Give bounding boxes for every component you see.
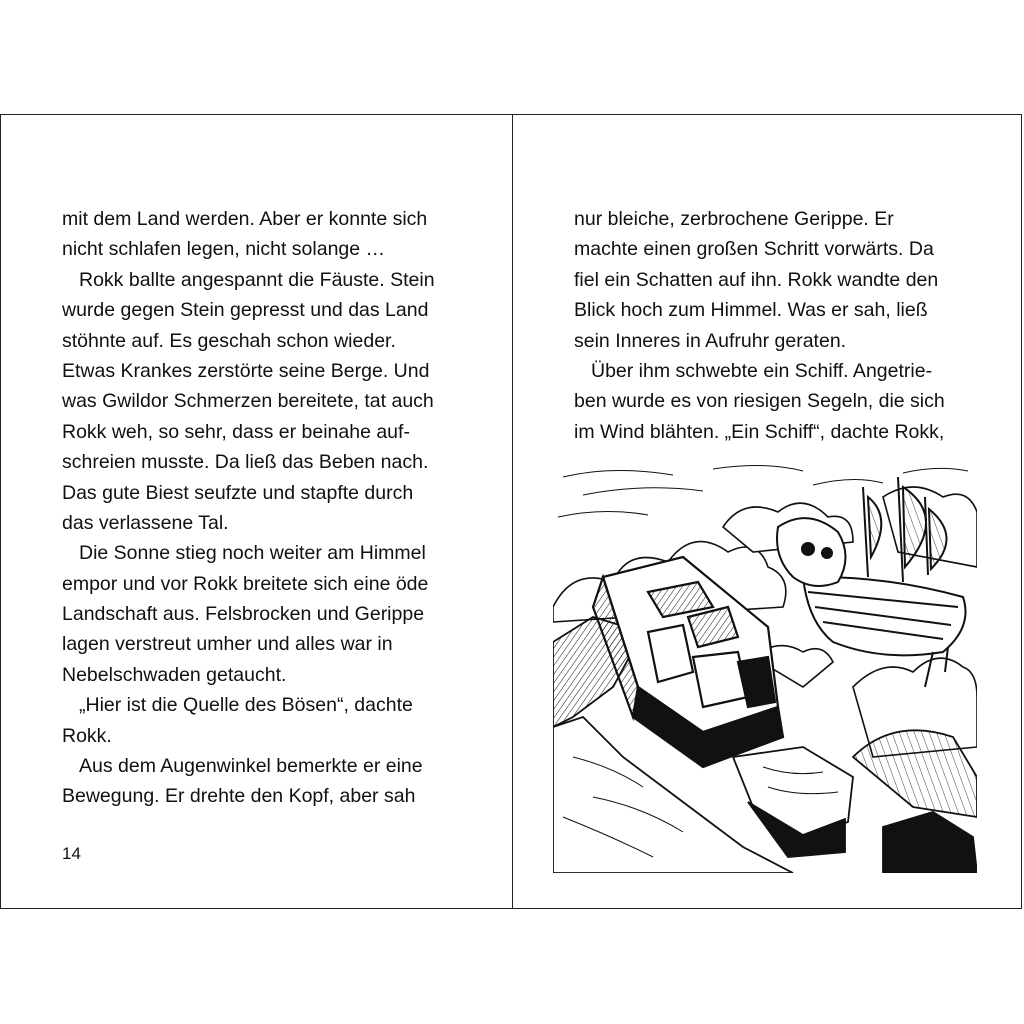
text-line: nur bleiche, zerbrochene Gerippe. Er: [574, 208, 894, 230]
text-line: fiel ein Schatten auf ihn. Rokk wandte den: [574, 268, 939, 291]
text-line: Rokk ballte angespannt die Fäuste. Stein: [79, 268, 435, 291]
illustration-flying-ship-rock-beast: [553, 457, 977, 873]
text-line: das verlassene Tal.: [62, 511, 229, 534]
text-line: schreien musste. Da ließ das Beben nach.: [62, 451, 429, 474]
text-line: Die Sonne stieg noch weiter am Himmel: [79, 542, 426, 565]
text-line: Nebelschwaden getaucht.: [62, 663, 287, 686]
text-line: Aus dem Augenwinkel bemerkte er eine: [79, 755, 423, 778]
book-spread: [0, 114, 1022, 909]
text-line: empor und vor Rokk breitete sich eine öde: [62, 572, 429, 595]
text-line: stöhnte auf. Es geschah schon wieder.: [62, 329, 396, 352]
page-number: 14: [62, 844, 81, 863]
text-line: Rokk.: [62, 724, 112, 747]
text-line: wurde gegen Stein gepresst und das Land: [62, 299, 429, 322]
text-line: Landschaft aus. Felsbrocken und Gerippe: [62, 603, 425, 626]
text-line: sein Inneres in Aufruhr geraten.: [574, 329, 847, 352]
text-line: Blick hoch zum Himmel. Was er sah, ließ: [574, 299, 928, 322]
text-line: Das gute Biest seufzte und stapfte durch: [62, 481, 414, 504]
right-page: [513, 115, 1023, 908]
text-line: nicht schlafen legen, nicht solange …: [62, 238, 386, 261]
text-line: Über ihm schwebte ein Schiff. Angetrie-: [591, 359, 933, 382]
illustration-drawing: [553, 457, 977, 873]
text-line: Bewegung. Er drehte den Kopf, aber sah: [62, 785, 416, 808]
text-line: ben wurde es von riesigen Segeln, die sich: [574, 390, 945, 413]
text-line: Rokk weh, so sehr, dass er beinahe auf-: [62, 420, 410, 443]
text-line: lagen verstreut umher und alles war in: [62, 633, 393, 656]
text-line: was Gwildor Schmerzen bereitete, tat auch: [62, 390, 434, 413]
left-page: [1, 115, 512, 908]
text-line: „Hier ist die Quelle des Bösen“, dachte: [79, 694, 413, 717]
text-line: machte einen großen Schritt vorwärts. Da: [574, 238, 934, 261]
text-line: mit dem Land werden. Aber er konnte sich: [62, 208, 428, 230]
left-page-text: [62, 204, 435, 812]
text-line: im Wind blähten. „Ein Schiff“, dachte Rokk,: [574, 420, 945, 443]
text-line: Etwas Krankes zerstörte seine Berge. Und: [62, 359, 430, 382]
right-page-text: [574, 204, 945, 447]
